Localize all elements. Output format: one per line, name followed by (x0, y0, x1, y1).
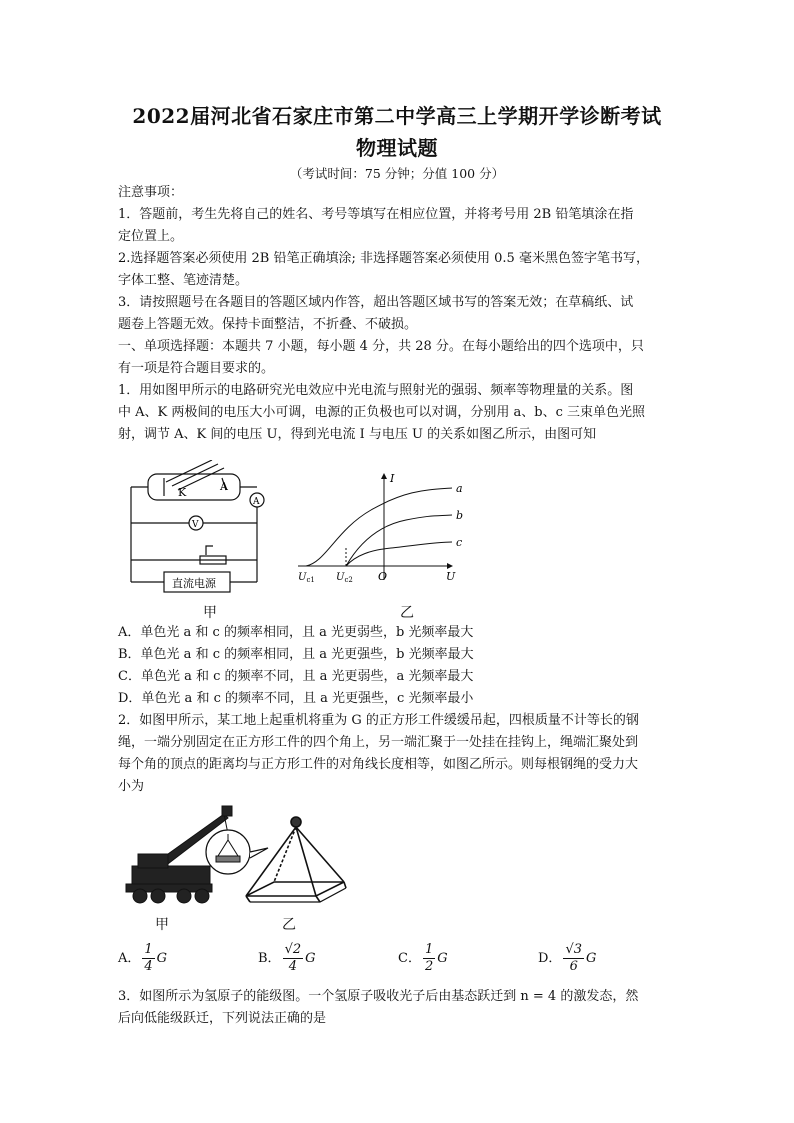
q2-option-b: B． $\frac{√2}{4}$ G (258, 942, 316, 974)
option-a: A．单色光 a 和 c 的频率相同，且 a 光更弱些，b 光频率最大 (118, 625, 474, 640)
y-axis-label: I (390, 472, 395, 485)
figure-caption: 乙 (400, 605, 414, 621)
question-2-stem: 小为 (118, 779, 145, 794)
photoelectric-circuit-diagram (122, 460, 282, 596)
figure-caption: 甲 (203, 605, 217, 621)
question-2-stem: 每个角的顶点的距离均与正方形工件的对角线长度相等，如图乙所示。则每根钢绳的受力大 (118, 757, 639, 772)
figure-caption: 甲 (155, 917, 169, 933)
uc1-label: $U_{c1}$ (298, 572, 315, 584)
iu-curve-graph (296, 470, 470, 586)
origin-label: O (378, 570, 388, 583)
question-1-stem: 1．用如图甲所示的电路研究光电效应中光电流与照射光的强弱、频率等物理量的关系。图 (118, 383, 634, 398)
question-1-stem: 中 A、K 两极间的电压大小可调，电源的正负极也可以对调，分别用 a、b、c 三束单色光照 (118, 405, 645, 420)
option-d: D．单色光 a 和 c 的频率不同，且 a 光更强些，c 光频率最小 (118, 691, 474, 706)
curve-c-label: c (456, 536, 463, 549)
question-1-stem: 射，调节 A、K 间的电压 U，得到光电流 I 与电压 U 的关系如图乙所示，由图可知 (118, 427, 597, 442)
q2-option-d: D． $\frac{√3}{6}$ G (538, 942, 597, 974)
section-heading: 有一项是符合题目要求的。 (118, 361, 275, 376)
uc2-label: $U_{c2}$ (336, 572, 353, 584)
pyramid-rope-diagram (244, 814, 348, 904)
power-supply-label: 直流电源 (172, 577, 216, 590)
notice-line: 字体工整、笔迹清楚。 (118, 273, 249, 288)
voltmeter-symbol: V (192, 520, 199, 530)
question-2-stem: 绳，一端分别固定在正方形工件的四个角上，另一端汇聚于一处挂在挂钩上，绳端汇聚处到 (118, 735, 639, 750)
figure-caption: 乙 (282, 917, 296, 933)
cathode-label: K (178, 486, 187, 499)
question-3-stem: 后向低能级跃迁，下列说法正确的是 (118, 1011, 327, 1026)
option-c: C．单色光 a 和 c 的频率不同，且 a 光更弱些，a 光频率最大 (118, 669, 474, 684)
q2-option-c: C． $\frac{1}{2}$ G (398, 942, 448, 974)
notice-line: 题卷上答题无效。保持卡面整洁，不折叠、不破损。 (118, 317, 418, 332)
question-3-stem: 3．如图所示为氢原子的能级图。一个氢原子吸收光子后由基态跃迁到 n = 4 的激发态，然 (118, 989, 639, 1004)
curve-a-label: a (456, 482, 463, 495)
option-b: B．单色光 a 和 c 的频率相同，且 a 光更强些，b 光频率最大 (118, 647, 474, 662)
question-2-stem: 2．如图甲所示，某工地上起重机将重为 G 的正方形工件缓缓吊起，四根质量不计等长的钢 (118, 713, 639, 728)
x-axis-label: U (446, 570, 456, 583)
notice-line: 3．请按照题号在各题目的答题区域内作答，超出答题区域书写的答案无效；在草稿纸、试 (118, 295, 634, 310)
notice-heading: 注意事项： (118, 185, 184, 200)
exam-subtitle: 物理试题 (356, 136, 438, 160)
notice-line: 2.选择题答案必须使用 2B 铅笔正确填涂; 非选择题答案必须使用 0.5 毫米黑色签字笔书写， (118, 251, 649, 266)
q2-option-a: A． $\frac{1}{4}$ G (118, 942, 168, 974)
ammeter-symbol: A (253, 497, 260, 507)
curve-b-label: b (456, 509, 464, 522)
exam-info: （考试时间：75 分钟；分值 100 分） (289, 166, 505, 181)
anode-label: A (220, 480, 228, 493)
notice-line: 定位置上。 (118, 229, 184, 244)
exam-title: 2022届河北省石家庄市第二中学高三上学期开学诊断考试 (132, 104, 662, 128)
notice-line: 1．答题前，考生先将自己的姓名、考号等填写在相应位置，并将考号用 2B 铅笔填涂在指 (118, 207, 634, 222)
section-heading: 一、单项选择题：本题共 7 小题，每小题 4 分，共 28 分。在每小题给出的四个选项中，只 (118, 339, 644, 354)
